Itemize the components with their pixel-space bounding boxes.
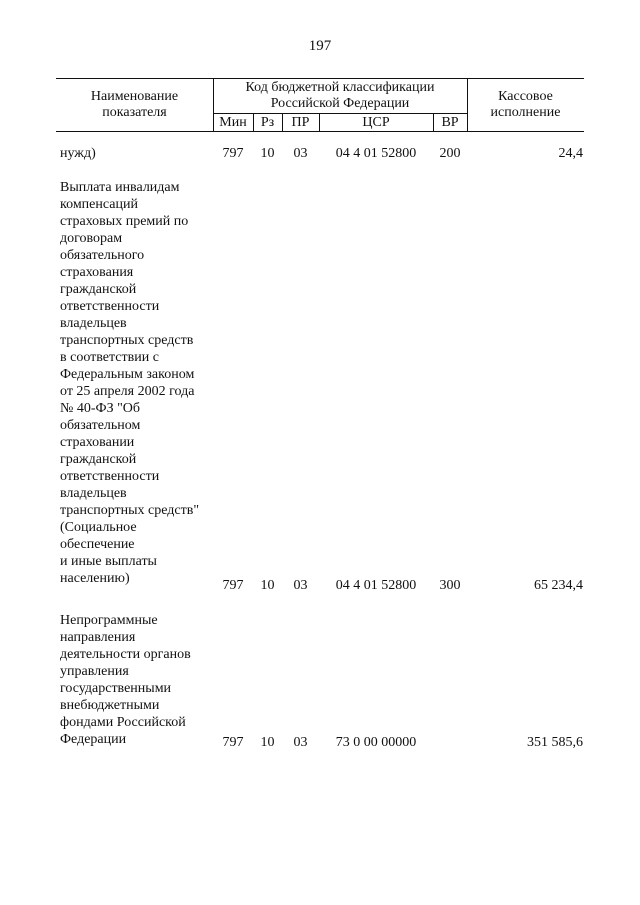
- header-min: Мин: [219, 115, 247, 130]
- row-name: Выплата инвалидам компенсаций страховых премий по договорам обязательного страхования гражданской ответственности владельцев транспортных средств в соответствии с Федеральным законом от 25 апреля 2002 года № 40-ФЗ "Об обязательном страховании гражданской ответственности владельцев транспортных средств" (Социальное обеспечение и иные выплаты населению): [60, 180, 200, 586]
- row-amount: 351 585,6: [527, 735, 583, 750]
- row-rz: 10: [260, 146, 275, 161]
- header-amount-col: Кассовое исполнение: [490, 89, 561, 120]
- header-pr: ПР: [291, 115, 310, 130]
- row-name: Непрограммные направления деятельности органов управления государственными внебюджетными фондами Российской Федерации: [60, 613, 191, 747]
- row-pr: 03: [293, 735, 308, 750]
- row-min: 797: [222, 146, 244, 161]
- row-pr: 03: [293, 578, 308, 593]
- header-mid-border: [213, 113, 467, 114]
- row-csr: 04 4 01 52800: [335, 578, 417, 593]
- row-min: 797: [222, 735, 244, 750]
- header-name-col: Наименование показателя: [90, 89, 179, 120]
- row-csr: 04 4 01 52800: [335, 146, 417, 161]
- row-min: 797: [222, 578, 244, 593]
- page-number: 197: [308, 38, 332, 54]
- row-rz: 10: [260, 735, 275, 750]
- header-vr: ВР: [441, 115, 459, 130]
- header-csr: ЦСР: [362, 115, 390, 130]
- row-vr: 200: [439, 146, 461, 161]
- row-amount: 24,4: [558, 146, 583, 161]
- row-name: нужд): [60, 146, 96, 161]
- header-code-group: Код бюджетной классификации Российской Федерации: [245, 80, 435, 111]
- row-csr: 73 0 00 00000: [335, 735, 417, 750]
- row-vr: 300: [439, 578, 461, 593]
- row-amount: 65 234,4: [534, 578, 583, 593]
- row-pr: 03: [293, 146, 308, 161]
- header-bottom-border: [56, 131, 584, 132]
- row-rz: 10: [260, 578, 275, 593]
- header-rz: Рз: [260, 115, 275, 130]
- header-top-border: [56, 78, 584, 79]
